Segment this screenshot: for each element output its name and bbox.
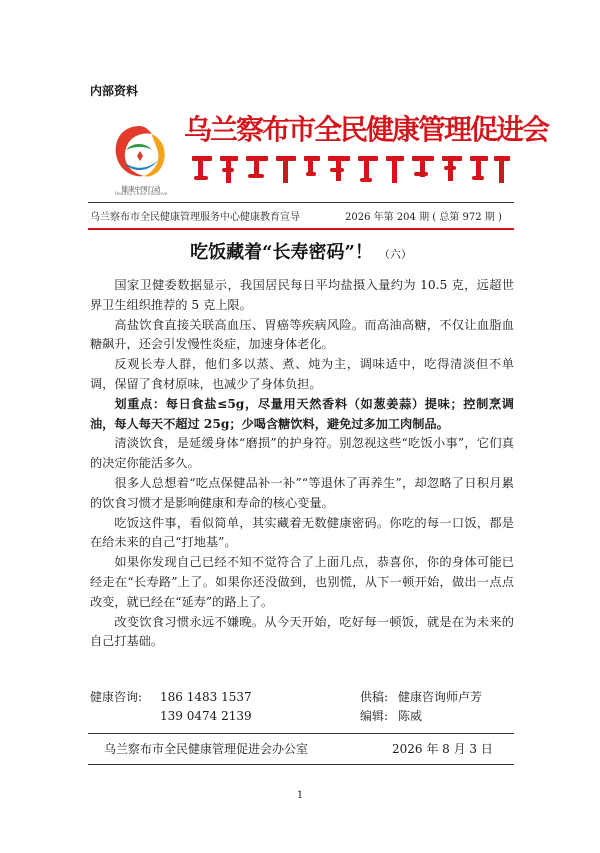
- mongolian-script-title: [188, 152, 514, 188]
- article-paragraph: 清淡饮食，是延缓身体“磨损”的护身符。别忽视这些“吃饭小事”，它们真的决定你能活多久。: [90, 436, 514, 471]
- footer-bottom-rule: [88, 764, 514, 765]
- footer-office: 乌兰察布市全民健康管理促进会办公室: [104, 742, 309, 756]
- contact-label: 健康咨询:: [90, 690, 143, 704]
- article-title-text: 吃饭藏着“长寿密码”！: [190, 242, 373, 263]
- article-paragraph: 吃饭这件事，看似简单，其实藏着无数健康密码。你吃的每一口饭，都是在给未来的自己“打地基”。: [90, 515, 514, 550]
- editor-label: 编辑:: [360, 709, 389, 723]
- contact-phone-1: 186 1483 1537: [160, 690, 252, 704]
- page-number: 1: [296, 790, 304, 801]
- issue-number: 2026 年第 204 期 ( 总第 972 期 ): [345, 212, 502, 223]
- contact-block: [90, 688, 252, 726]
- article-paragraph: 改变饮食习惯永远不嫌晚。从今天开始，吃好每一顿饭，就是在为未来的自己打基础。: [90, 614, 514, 649]
- article-paragraph: 国家卫健委数据显示，我国居民每日平均盐摄入量约为 10.5 克，远超世界卫生组织推荐的 5 克上限。: [90, 278, 514, 312]
- article-body: [90, 276, 514, 652]
- healthy-china-logo-icon: [108, 120, 172, 184]
- article-title-number: （六）: [378, 248, 412, 261]
- logo-caption: 健康中国行动: [121, 185, 161, 193]
- article-paragraph: 很多人总想着“吃点保健品补一补”“等退休了再养生”，却忽略了日积月累的饮食习惯才是影响健康和寿命的核心变量。: [90, 475, 514, 510]
- header-divider: [88, 202, 514, 203]
- source-name: 健康咨询师卢芳: [398, 690, 483, 704]
- source-label: 供稿:: [360, 690, 389, 704]
- header-red-rule: [88, 228, 514, 230]
- organization-title: 乌兰察布市全民健康管理促进会: [184, 113, 549, 146]
- footer-date: 2026 年 8 月 3 日: [392, 742, 493, 756]
- credits-block: [360, 688, 482, 726]
- logo-caption-en: Healthy China Initiative: [114, 192, 168, 197]
- issuer-line: 乌兰察布市全民健康管理服务中心健康教育宣导: [90, 212, 300, 223]
- article-paragraph: 高盐饮食直接关联高血压、胃癌等疾病风险。而高油高糖，不仅让血脂血糖飙升，还会引发慢性炎症，加速身体老化。: [90, 317, 514, 352]
- article-key-points: 划重点：每日食盐≤5g，尽量用天然香料（如葱姜蒜）提味；控制烹调油，每人每天不超过 25g；少喝含糖饮料，避免过多加工肉制品。: [90, 396, 514, 431]
- internal-label: 内部资料: [90, 84, 139, 98]
- article-paragraph: 如果你发现自己已经不知不觉符合了上面几点，恭喜你，你的身体可能已经走在“长寿路”上了。如果你还没做到，也别慌，从下一顿开始，做出一点点改变，就已经在“延寿”的路上了。: [90, 555, 514, 609]
- footer-top-rule: [88, 733, 514, 734]
- contact-phone-2: 139 0474 2139: [160, 709, 252, 723]
- article-paragraph: 反观长寿人群，他们多以蒸、煮、炖为主，调味适中，吃得清淡但不单调，保留了食材原味，也减少了身体负担。: [90, 357, 514, 391]
- editor-name: 陈威: [398, 709, 423, 723]
- article-title: [88, 238, 514, 264]
